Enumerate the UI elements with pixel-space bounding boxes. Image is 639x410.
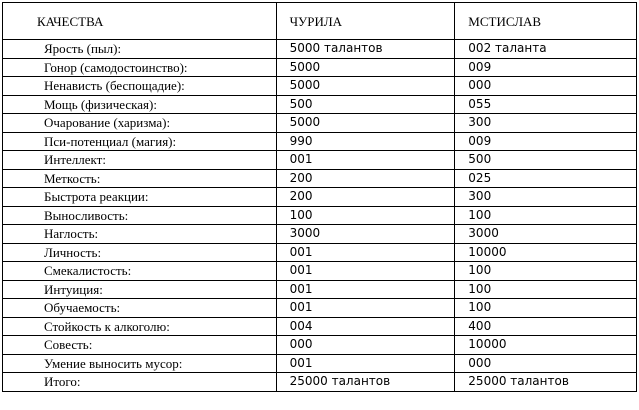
- mstislav-cell: 000: [455, 77, 637, 96]
- quality-cell: Мощь (физическая):: [3, 95, 277, 114]
- mstislav-cell: 002 таланта: [455, 40, 637, 59]
- table-row: [3, 169, 637, 188]
- table-row: [3, 40, 637, 59]
- mstislav-cell: 10000: [455, 336, 637, 355]
- mstislav-total-cell: 25000 талантов: [455, 373, 637, 392]
- table-row: [3, 114, 637, 133]
- qualities-comparison-table: [2, 2, 637, 392]
- churila-cell: 001: [276, 243, 455, 262]
- table-row: [3, 317, 637, 336]
- table-total-row: [3, 373, 637, 392]
- table-row: [3, 58, 637, 77]
- table-row: [3, 132, 637, 151]
- header-mstislav: МСТИСЛАВ: [455, 3, 637, 40]
- quality-cell: Интеллект:: [3, 151, 277, 170]
- mstislav-cell: 300: [455, 114, 637, 133]
- mstislav-cell: 009: [455, 58, 637, 77]
- churila-cell: 5000 талантов: [276, 40, 455, 59]
- churila-cell: 004: [276, 317, 455, 336]
- table-row: [3, 95, 637, 114]
- churila-cell: 5000: [276, 58, 455, 77]
- mstislav-cell: 100: [455, 262, 637, 281]
- quality-cell: Стойкость к алкоголю:: [3, 317, 277, 336]
- churila-total-cell: 25000 талантов: [276, 373, 455, 392]
- mstislav-cell: 400: [455, 317, 637, 336]
- table-row: [3, 188, 637, 207]
- mstislav-cell: 10000: [455, 243, 637, 262]
- quality-cell: Ненависть (беспощадие):: [3, 77, 277, 96]
- table-row: [3, 354, 637, 373]
- churila-cell: 5000: [276, 77, 455, 96]
- table-row: [3, 77, 637, 96]
- quality-cell: Очарование (харизма):: [3, 114, 277, 133]
- churila-cell: 3000: [276, 225, 455, 244]
- churila-cell: 001: [276, 280, 455, 299]
- quality-cell: Интуиция:: [3, 280, 277, 299]
- quality-cell: Меткость:: [3, 169, 277, 188]
- mstislav-cell: 009: [455, 132, 637, 151]
- total-label-cell: Итого:: [3, 373, 277, 392]
- table-header-row: [3, 3, 637, 40]
- quality-cell: Гонор (самодостоинство):: [3, 58, 277, 77]
- header-churila: ЧУРИЛА: [276, 3, 455, 40]
- churila-cell: 200: [276, 169, 455, 188]
- mstislav-cell: 000: [455, 354, 637, 373]
- table-row: [3, 336, 637, 355]
- churila-cell: 100: [276, 206, 455, 225]
- quality-cell: Быстрота реакции:: [3, 188, 277, 207]
- table-row: [3, 299, 637, 318]
- churila-cell: 001: [276, 151, 455, 170]
- churila-cell: 990: [276, 132, 455, 151]
- table-row: [3, 225, 637, 244]
- quality-cell: Смекалистость:: [3, 262, 277, 281]
- churila-cell: 001: [276, 262, 455, 281]
- header-qualities: КАЧЕСТВА: [3, 3, 277, 40]
- quality-cell: Совесть:: [3, 336, 277, 355]
- mstislav-cell: 100: [455, 299, 637, 318]
- churila-cell: 500: [276, 95, 455, 114]
- churila-cell: 000: [276, 336, 455, 355]
- table-row: [3, 262, 637, 281]
- quality-cell: Ярость (пыл):: [3, 40, 277, 59]
- mstislav-cell: 025: [455, 169, 637, 188]
- table-row: [3, 280, 637, 299]
- quality-cell: Пси-потенциал (магия):: [3, 132, 277, 151]
- quality-cell: Личность:: [3, 243, 277, 262]
- churila-cell: 001: [276, 354, 455, 373]
- table-row: [3, 151, 637, 170]
- mstislav-cell: 300: [455, 188, 637, 207]
- mstislav-cell: 055: [455, 95, 637, 114]
- churila-cell: 5000: [276, 114, 455, 133]
- quality-cell: Выносливость:: [3, 206, 277, 225]
- quality-cell: Наглость:: [3, 225, 277, 244]
- churila-cell: 200: [276, 188, 455, 207]
- quality-cell: Умение выносить мусор:: [3, 354, 277, 373]
- mstislav-cell: 3000: [455, 225, 637, 244]
- table-row: [3, 206, 637, 225]
- table-row: [3, 243, 637, 262]
- quality-cell: Обучаемость:: [3, 299, 277, 318]
- churila-cell: 001: [276, 299, 455, 318]
- mstislav-cell: 100: [455, 280, 637, 299]
- mstislav-cell: 100: [455, 206, 637, 225]
- mstislav-cell: 500: [455, 151, 637, 170]
